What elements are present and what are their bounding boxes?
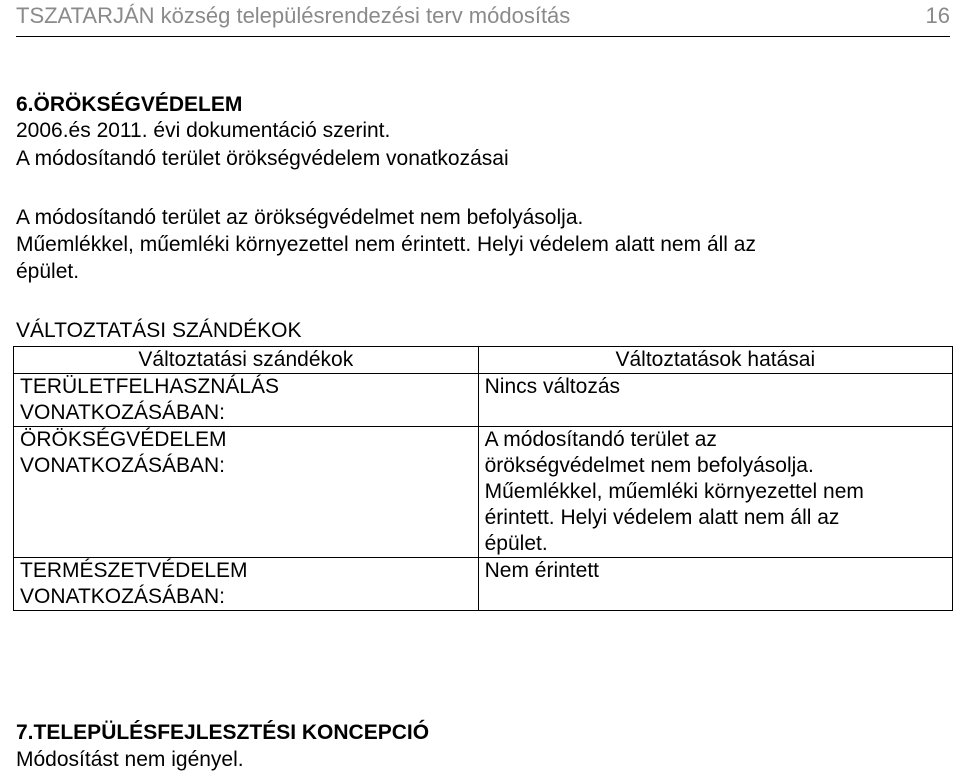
row-label-line: VONATKOZÁSÁBAN: <box>20 585 225 608</box>
row-label-line: ÖRÖKSÉGVÉDELEM <box>20 428 227 451</box>
heritage-subtitle: A módosítandó terület örökségvédelem vonatkozásai <box>16 147 509 170</box>
section-6-heading: 6.ÖRÖKSÉGVÉDELEM <box>16 93 243 116</box>
column-header-effects: Változtatások hatásai <box>478 347 952 374</box>
row-effect-line: érintett. Helyi védelem alatt nem áll az <box>484 506 840 529</box>
row-effect-line: Műemlékkel, műemléki környezettel nem <box>484 480 864 503</box>
section-7-heading: 7.TELEPÜLÉSFEJLESZTÉSI KONCEPCIÓ <box>16 721 430 744</box>
row-label-line: VONATKOZÁSÁBAN: <box>20 401 225 424</box>
heritage-paragraph-1: A módosítandó terület az örökségvédelmet nem befolyásolja. <box>16 206 584 229</box>
table-cell <box>478 427 952 558</box>
column-header-intentions: Változtatási szándékok <box>14 347 479 374</box>
row-effect-line: Nincs változás <box>484 375 620 398</box>
row-label-line: TERÜLETFELHASZNÁLÁS <box>20 375 280 398</box>
row-effect-line: Nem érintett <box>484 559 599 582</box>
row-label-line: VONATKOZÁSÁBAN: <box>20 454 225 477</box>
table-row-land-use <box>14 374 953 427</box>
intentions-table <box>13 346 953 611</box>
heritage-paragraph-2a: Műemlékkel, műemléki környezettel nem érintett. Helyi védelem alatt nem áll az <box>16 233 756 256</box>
table-row-nature <box>14 558 953 611</box>
table-cell <box>14 427 479 558</box>
page-number: 16 <box>925 3 950 28</box>
table-cell <box>478 558 952 611</box>
table-cell <box>478 374 952 427</box>
row-effect-line: örökségvédelmet nem befolyásolja. <box>484 454 814 477</box>
table-cell <box>14 374 479 427</box>
documentation-note: 2006.és 2011. évi dokumentáció szerint. <box>16 119 391 142</box>
table-row-heritage <box>14 427 953 558</box>
section-7-text: Módosítást nem igényel. <box>16 748 244 771</box>
page-header <box>16 0 950 37</box>
table-cell <box>14 558 479 611</box>
row-effect-line: A módosítandó terület az <box>484 428 717 451</box>
intentions-heading: VÁLTOZTATÁSI SZÁNDÉKOK <box>16 319 302 342</box>
table-header-row <box>14 347 953 374</box>
document-title: TSZATARJÁN község településrendezési terv módosítás <box>16 3 571 28</box>
row-effect-line: épület. <box>484 532 548 555</box>
row-label-line: TERMÉSZETVÉDELEM <box>20 559 248 582</box>
heritage-paragraph-2b: épület. <box>16 260 80 283</box>
